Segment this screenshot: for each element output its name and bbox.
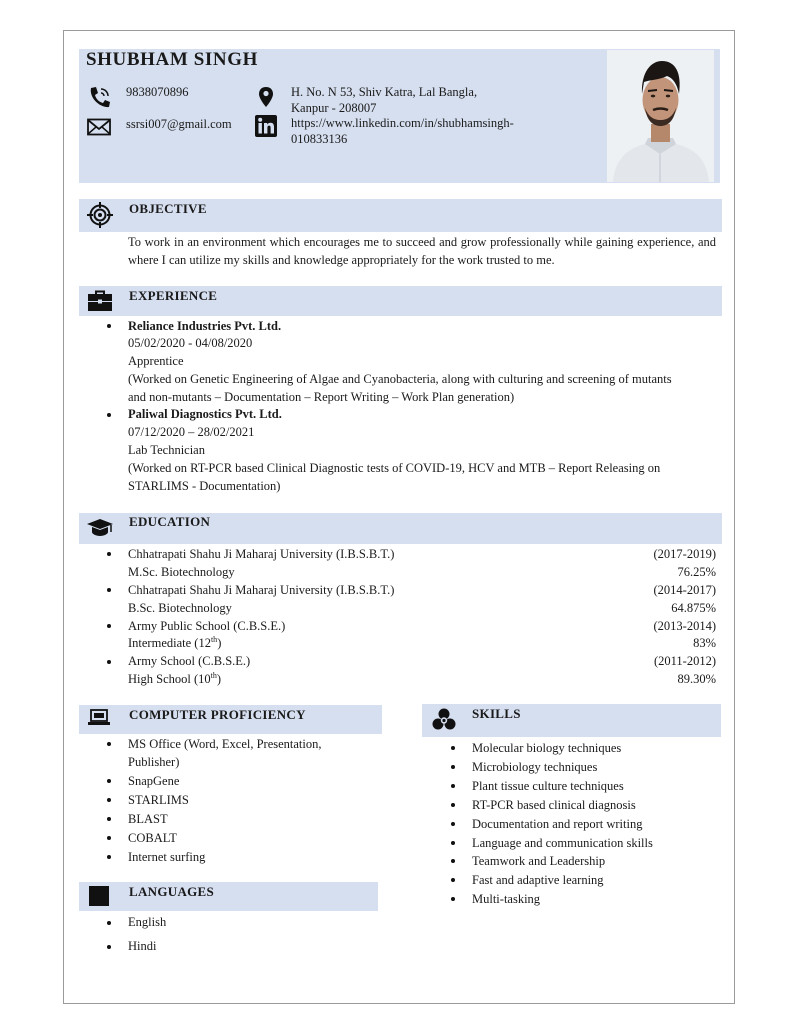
bullet [107,779,111,783]
experience-1-dates: 05/02/2020 - 04/08/2020 [128,336,253,350]
experience-2-desc-line-2: STARLIMS - Documentation) [128,479,281,493]
experience-1-desc-line-1: (Worked on Genetic Engineering of Algae and Cyanobacteria, along with culturing and screening of mutants [128,372,672,386]
education-2-score: 64.875% [671,601,716,615]
address-line-2: Kanpur - 208007 [291,101,377,115]
bullet [107,413,111,417]
computer-item: COBALT [128,831,177,845]
phone-number: 9838070896 [126,85,189,99]
briefcase-icon [87,290,113,312]
target-icon [87,202,113,228]
education-3-score: 83% [693,636,716,650]
skill-item: Molecular biology techniques [472,741,622,755]
education-title: EDUCATION [129,514,211,529]
education-1-degree: M.Sc. Biotechnology [128,565,235,579]
bullet [107,945,111,949]
email-address: ssrsi007@gmail.com [126,117,232,131]
computer-item: BLAST [128,812,168,826]
location-pin-icon [258,86,274,108]
computer-item: SnapGene [128,774,180,788]
skill-item: Teamwork and Leadership [472,854,606,868]
bullet [107,798,111,802]
education-4-years: (2011-2012) [653,654,716,668]
education-3-degree: Intermediate (12th) [128,634,222,650]
linkedin-url-line-1[interactable]: https://www.linkedin.com/in/shubhamsingh- [291,116,514,130]
education-1-years: (2017-2019) [653,547,716,561]
experience-1-role: Apprentice [128,354,184,368]
bullet [451,765,455,769]
computer-item: MS Office (Word, Excel, Presentation, [128,737,322,751]
education-2-years: (2014-2017) [653,583,716,597]
biohazard-icon [431,707,457,733]
bullet [107,836,111,840]
bullet [107,921,111,925]
education-4-degree: High School (10th) [128,670,222,686]
envelope-icon [87,118,111,136]
bullet [107,855,111,859]
objective-text: To work in an environment which encourages me to succeed and grow professionally while gaining experience, and where I can utilize my skills and knowledge appropriately for the work trusted to me. [128,235,716,267]
education-4-score: 89.30% [677,672,716,686]
skills-header-band [422,704,721,737]
skill-item: Documentation and report writing [472,817,643,831]
skill-item: Microbiology techniques [472,760,598,774]
skill-item: Plant tissue culture techniques [472,779,624,793]
language-item: English [128,915,167,929]
bullet [451,784,455,788]
education-3-institution: Army Public School (C.B.S.E.) [128,619,286,633]
bullet [107,660,111,664]
linkedin-url-line-2[interactable]: 010833136 [291,132,348,146]
bullet [451,878,455,882]
education-4-institution: Army School (C.B.S.E.) [128,654,251,668]
computer-title: COMPUTER PROFICIENCY [129,707,306,722]
experience-2-role: Lab Technician [128,443,205,457]
experience-title: EXPERIENCE [129,288,218,303]
address-line-1: H. No. N 53, Shiv Katra, Lal Bangla, [291,85,478,99]
bullet [107,742,111,746]
languages-title: LANGUAGES [129,884,215,899]
square-icon [89,886,109,906]
candidate-name: SHUBHAM SINGH [86,49,258,70]
profile-photo [607,50,714,182]
computer-item: Publisher) [128,755,180,769]
bullet [451,897,455,901]
education-3-years: (2013-2014) [653,619,716,633]
skills-title: SKILLS [472,706,521,721]
bullet [451,859,455,863]
languages-header-band [79,882,378,911]
graduation-cap-icon [86,517,114,539]
education-2-institution: Chhatrapati Shahu Ji Maharaj University (I.B.S.B.T.) [128,583,395,597]
phone-icon [86,85,112,111]
skill-item: RT-PCR based clinical diagnosis [472,798,636,812]
bullet [107,588,111,592]
bullet [451,803,455,807]
objective-title: OBJECTIVE [129,201,207,216]
bullet [451,841,455,845]
bullet [451,822,455,826]
skill-item: Multi-tasking [472,892,541,906]
computer-item: STARLIMS [128,793,189,807]
bullet [107,324,111,328]
bullet [107,624,111,628]
skill-item: Fast and adaptive learning [472,873,604,887]
language-item: Hindi [128,939,157,953]
linkedin-icon [255,115,277,137]
bullet [451,746,455,750]
skill-item: Language and communication skills [472,836,653,850]
experience-2-company: Paliwal Diagnostics Pvt. Ltd. [128,407,282,421]
bullet [107,552,111,556]
experience-1-company: Reliance Industries Pvt. Ltd. [128,319,282,333]
experience-1-desc-line-2: and non-mutants – Documentation – Report Writing – Work Plan generation) [128,390,515,404]
experience-2-dates: 07/12/2020 – 28/02/2021 [128,425,255,439]
computer-item: Internet surfing [128,850,206,864]
education-2-degree: B.Sc. Biotechnology [128,601,232,615]
education-1-score: 76.25% [677,565,716,579]
bullet [107,817,111,821]
experience-2-desc-line-1: (Worked on RT-PCR based Clinical Diagnostic tests of COVID-19, HCV and MTB – Report Releasing on [128,461,661,475]
education-1-institution: Chhatrapati Shahu Ji Maharaj University (I.B.S.B.T.) [128,547,395,561]
laptop-icon [88,709,110,727]
